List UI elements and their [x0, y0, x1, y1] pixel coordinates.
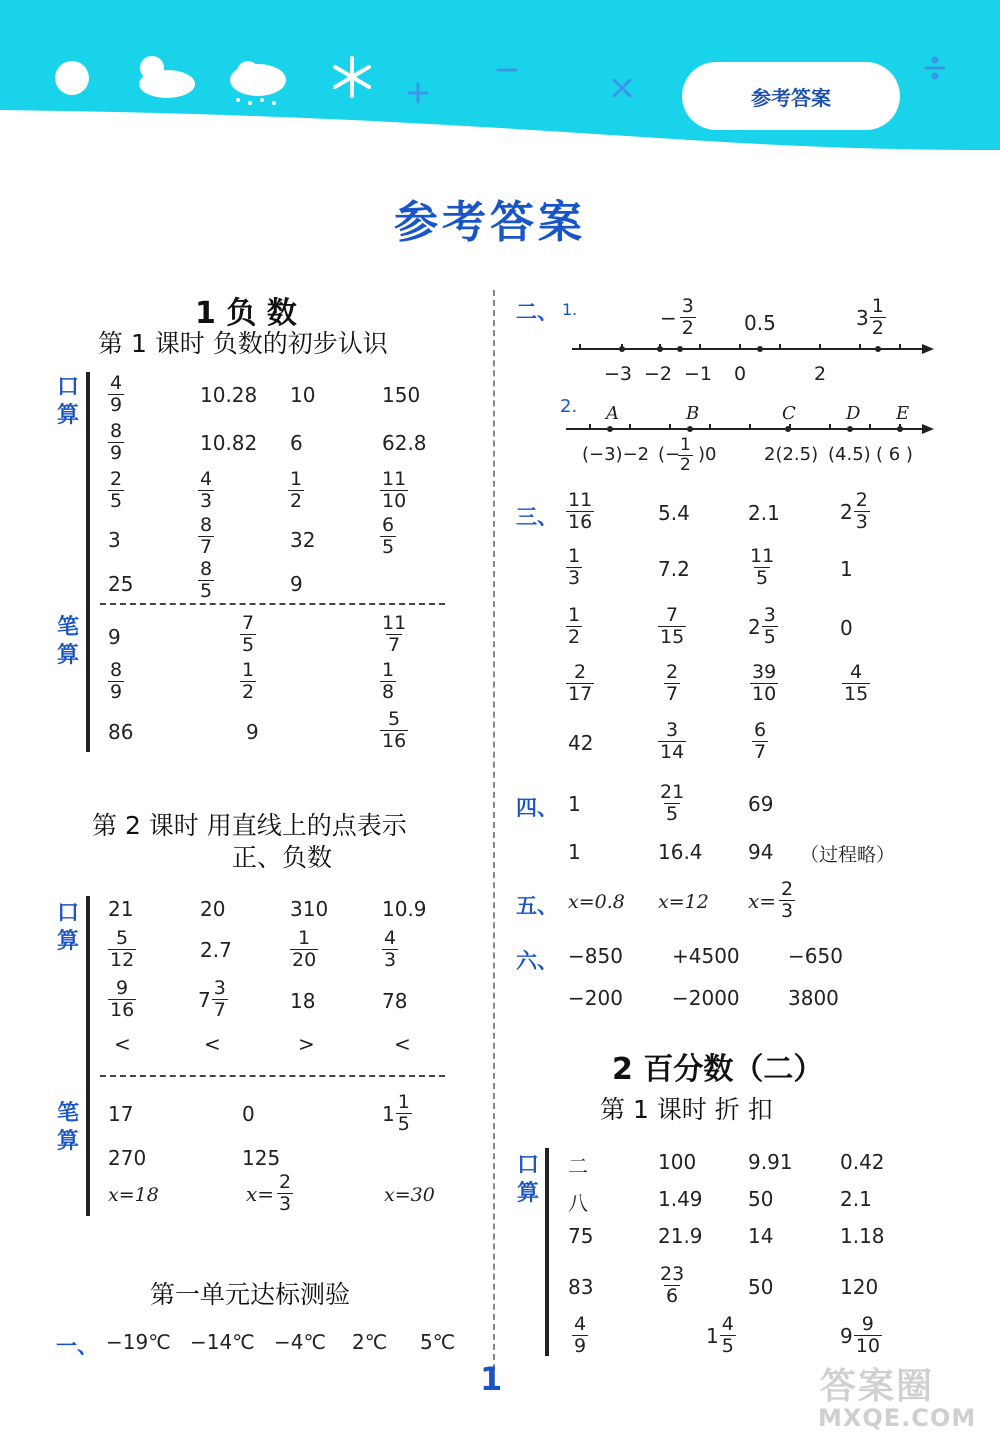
comparison: >: [298, 1032, 315, 1056]
fraction: $\frac{4}{3}$: [200, 468, 213, 512]
fraction: $\frac{7}{15}$: [660, 604, 685, 648]
tick-label: 2: [814, 363, 827, 385]
unit2-title: 2 百分数（二）: [612, 1052, 824, 1087]
answer: 1: [568, 840, 581, 864]
tick-label: −2: [644, 363, 673, 385]
answer: 10.28: [200, 383, 258, 407]
question-number: 四、: [516, 796, 558, 820]
fraction: $\frac{21}{5}$: [660, 781, 685, 825]
answer: 2℃: [352, 1330, 388, 1354]
point-label: D: [846, 403, 861, 424]
fraction: $\frac{11}{10}$: [382, 468, 407, 512]
comparison: <: [204, 1032, 221, 1056]
answer: −4℃: [274, 1330, 326, 1354]
answer: 3: [108, 528, 121, 552]
fraction: $\frac{1}{2}$: [568, 604, 581, 648]
mixed-number: 1 $\frac{1}{5}$: [382, 1091, 410, 1135]
coordinate-answer: (4.5): [828, 444, 871, 465]
answer: 1.18: [840, 1224, 885, 1248]
section-separator: [100, 603, 445, 605]
answer: 2.1: [748, 501, 780, 525]
answer: −2000: [672, 986, 740, 1010]
answer: −200: [568, 986, 623, 1010]
answer: 25: [108, 572, 134, 596]
section-separator: [100, 1075, 445, 1077]
answer: 9: [290, 572, 303, 596]
answer: 17: [108, 1102, 134, 1126]
coordinate-answer: (−: [658, 444, 681, 465]
tick-label: −3: [604, 363, 633, 385]
answer: 150: [382, 383, 421, 407]
answer: −650: [788, 944, 843, 968]
answer: 二: [568, 1154, 588, 1178]
point-value: 3 $\frac{1}{2}$: [856, 295, 884, 339]
fraction: $\frac{6}{5}$: [382, 514, 395, 558]
fraction: $\frac{4}{9}$: [574, 1313, 587, 1357]
equation-answer: x=0.8: [568, 891, 625, 913]
kousuan-tag: 口 算: [56, 901, 79, 954]
answer: 18: [290, 989, 316, 1013]
answer: −19℃: [106, 1330, 171, 1354]
answer: 86: [108, 720, 134, 744]
answer: 16.4: [658, 840, 703, 864]
kousuan-tag: 口 算: [56, 375, 79, 428]
unit1-lesson1-title: 第 1 课时 负数的初步认识: [98, 329, 388, 358]
fraction: $\frac{11}{5}$: [750, 545, 775, 589]
equation-answer: x=18: [108, 1184, 159, 1206]
fraction: $\frac{23}{6}$: [660, 1263, 685, 1307]
answer: 78: [382, 989, 408, 1013]
answer: 1: [840, 557, 853, 581]
answer: 9: [246, 720, 259, 744]
fraction: $\frac{8}{9}$: [110, 420, 123, 464]
fraction: $\frac{4}{9}$: [110, 372, 123, 416]
comparison: <: [114, 1032, 131, 1056]
fraction: $\frac{39}{10}$: [752, 661, 777, 705]
answer: 10.82: [200, 431, 258, 455]
fraction: $\frac{1}{2}$: [242, 659, 255, 703]
answer: 1: [568, 792, 581, 816]
answer: +4500: [672, 944, 740, 968]
answer: 7.2: [658, 557, 690, 581]
tick-label: 0: [734, 363, 747, 385]
fraction: $\frac{8}{9}$: [110, 659, 123, 703]
answer: 21: [108, 897, 134, 921]
fraction: $\frac{1}{20}$: [292, 927, 317, 971]
question-number: 二、: [516, 300, 558, 324]
fraction: $\frac{11}{7}$: [382, 612, 407, 656]
fraction: $\frac{7}{5}$: [242, 612, 255, 656]
answer: 20: [200, 897, 226, 921]
page-number: 1: [480, 1360, 503, 1398]
equation-answer: x= $\frac{2}{3}$: [748, 878, 794, 922]
fraction: $\frac{8}{5}$: [200, 558, 213, 602]
answer: 10: [290, 383, 316, 407]
fraction: $\frac{4}{15}$: [844, 661, 869, 705]
fraction: $\frac{1}{3}$: [568, 545, 581, 589]
fraction: $\frac{1}{8}$: [382, 659, 395, 703]
watermark-url: MXQE.COM: [818, 1404, 977, 1432]
bisuan-tag: 笔 算: [56, 1101, 79, 1154]
answer: 10.9: [382, 897, 427, 921]
pill-text: 参考答案: [751, 86, 831, 110]
comparison: <: [394, 1032, 411, 1056]
answer: 94: [748, 840, 774, 864]
point-value: − $\frac{3}{2}$: [660, 295, 694, 339]
fraction: $\frac{9}{16}$: [110, 977, 135, 1021]
answer: 2.1: [840, 1187, 872, 1211]
sub-question-number: 2.: [560, 396, 578, 417]
point-label: E: [896, 403, 910, 424]
answer: −14℃: [190, 1330, 255, 1354]
question-number: 一、: [56, 1334, 98, 1358]
fraction: $\frac{6}{7}$: [754, 719, 767, 763]
mixed-number: 2 $\frac{3}{5}$: [748, 604, 776, 648]
answer: 270: [108, 1146, 147, 1170]
answer: 0: [242, 1102, 255, 1126]
header-pill: [682, 62, 900, 130]
unit1-title: 1 负 数: [195, 296, 297, 331]
fraction: $\frac{1}{2}$: [290, 468, 303, 512]
answer: 83: [568, 1275, 594, 1299]
answer: 310: [290, 897, 329, 921]
answer: 62.8: [382, 431, 427, 455]
answer: 2.7: [200, 938, 232, 962]
point-label: A: [606, 403, 619, 424]
answer: 14: [748, 1224, 774, 1248]
page-title: 参考答案: [394, 197, 586, 248]
mixed-number: 7 $\frac{3}{7}$: [198, 977, 226, 1021]
answer: 0.42: [840, 1150, 885, 1174]
answer: 42: [568, 731, 594, 755]
watermark-logo: 答案圈: [820, 1366, 935, 1407]
sun-icon: [55, 61, 89, 95]
answer: 0: [840, 616, 853, 640]
bisuan-tag: 笔 算: [56, 615, 79, 668]
answer: 21.9: [658, 1224, 703, 1248]
fraction: $\frac{5}{16}$: [382, 708, 407, 752]
point-label: B: [686, 403, 700, 424]
answer: 9: [108, 625, 121, 649]
answer: 50: [748, 1275, 774, 1299]
answer: 3800: [788, 986, 839, 1010]
question-number: 五、: [516, 894, 558, 918]
coordinate-answer: ( 6 ): [876, 444, 913, 465]
point-value: 0.5: [744, 311, 776, 335]
header-banner: [0, 0, 1000, 160]
answer: 50: [748, 1187, 774, 1211]
lesson2-title-line1: 第 2 课时 用直线上的点表示: [92, 811, 407, 840]
question-number: 六、: [516, 949, 558, 973]
point-label: C: [782, 403, 796, 424]
answer: 9.91: [748, 1150, 793, 1174]
equation-answer: x= $\frac{2}{3}$: [246, 1171, 292, 1215]
fraction: $\frac{1}{2}$: [680, 435, 691, 475]
coordinate-answer: )0: [698, 444, 717, 465]
kousuan-tag: 口 算: [516, 1153, 539, 1206]
column-divider: [493, 290, 495, 1370]
fraction: $\frac{2}{17}$: [568, 661, 593, 705]
note: （过程略）: [800, 844, 896, 866]
section-bar: [86, 372, 90, 752]
fraction: $\frac{3}{14}$: [660, 719, 685, 763]
mixed-number: 9 $\frac{9}{10}$: [840, 1313, 880, 1357]
fraction: $\frac{8}{7}$: [200, 514, 213, 558]
answer: 八: [568, 1191, 588, 1215]
number-line-1: [560, 334, 940, 364]
mixed-number: 2 $\frac{2}{3}$: [840, 489, 868, 533]
question-number: 三、: [516, 505, 558, 529]
answer: 120: [840, 1275, 879, 1299]
answer: 125: [242, 1146, 281, 1170]
number-line-2: [560, 416, 940, 442]
answer: 5.4: [658, 501, 690, 525]
section-bar: [86, 896, 90, 1216]
sub-question-number: 1.: [562, 300, 578, 319]
answer: 100: [658, 1150, 697, 1174]
lesson2-title-line2: 正、负数: [232, 843, 333, 872]
fraction: $\frac{4}{3}$: [384, 927, 397, 971]
answer: 6: [290, 431, 303, 455]
answer: −850: [568, 944, 623, 968]
coordinate-answer: (−3)−2: [582, 444, 650, 465]
unit2-lesson1-title: 第 1 课时 折 扣: [600, 1095, 773, 1124]
fraction: $\frac{11}{16}$: [568, 489, 593, 533]
answer: 5℃: [420, 1330, 456, 1354]
equation-answer: x=12: [658, 891, 709, 913]
fraction: $\frac{5}{12}$: [110, 927, 135, 971]
answer: 1.49: [658, 1187, 703, 1211]
tick-label: −1: [684, 363, 713, 385]
equation-answer: x=30: [384, 1184, 435, 1206]
coordinate-answer: 2(2.5): [764, 444, 819, 465]
fraction: $\frac{2}{5}$: [110, 468, 123, 512]
answer: 75: [568, 1224, 594, 1248]
unit-test-title: 第一单元达标测验: [150, 1280, 351, 1309]
mixed-number: 1 $\frac{4}{5}$: [706, 1313, 734, 1357]
fraction: $\frac{2}{7}$: [666, 661, 679, 705]
section-bar: [545, 1148, 549, 1356]
answer: 32: [290, 528, 316, 552]
answer: 69: [748, 792, 774, 816]
